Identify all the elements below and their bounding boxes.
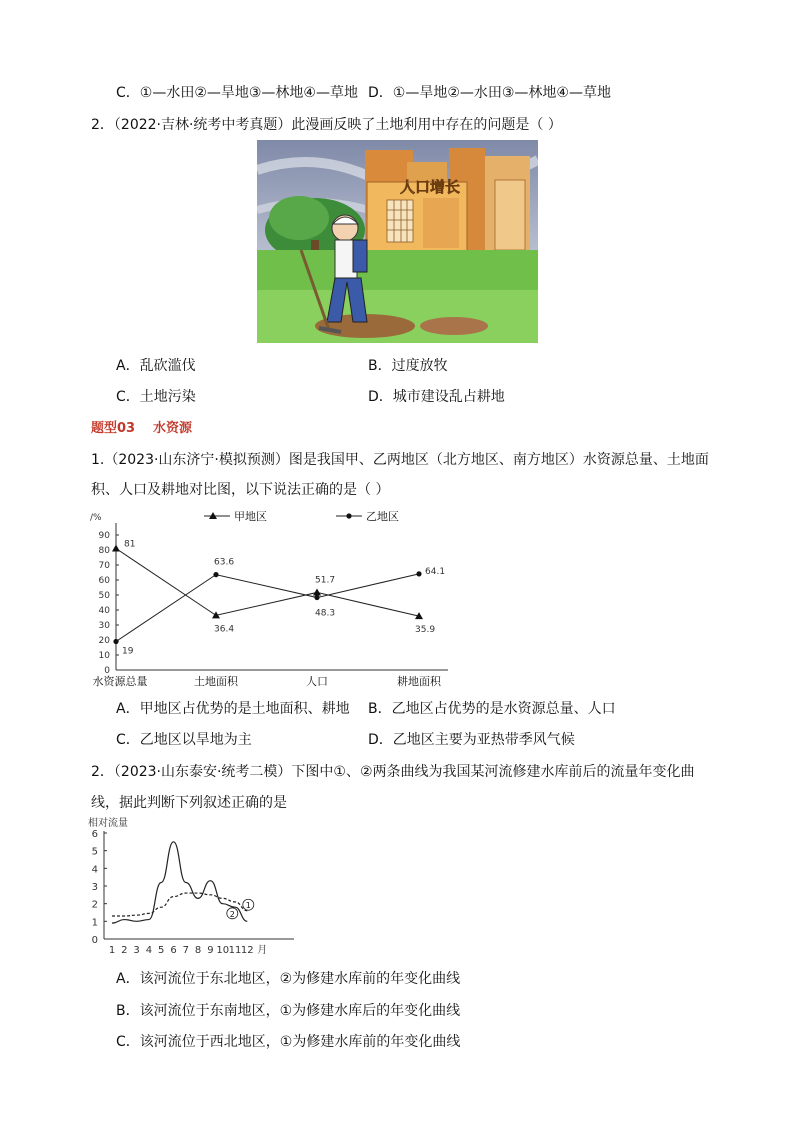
data-label: 81 bbox=[124, 539, 136, 550]
y-tick-label: 1 bbox=[91, 917, 98, 929]
series-line-yi bbox=[116, 574, 419, 642]
question-2-stem: 2．（2022·吉林·统考中考真题）此漫画反映了土地利用中存在的问题是（ ） bbox=[91, 117, 562, 133]
q2-option-d[interactable]: D．城市建设乱占耕地 bbox=[368, 389, 505, 405]
x-tick-label: 人口 bbox=[306, 675, 328, 688]
section-title: 水资源 bbox=[153, 421, 193, 436]
data-point-circle bbox=[416, 571, 421, 576]
chart-2 bbox=[86, 812, 316, 960]
x-tick-label: 土地面积 bbox=[194, 675, 238, 688]
x-tick-label: 10 bbox=[216, 945, 230, 956]
y-tick-label: 6 bbox=[91, 829, 98, 840]
y-tick-label: 10 bbox=[98, 651, 110, 661]
x-tick-label: 水资源总量 bbox=[92, 675, 148, 688]
x-unit-label: 月 bbox=[257, 945, 268, 956]
y-tick-label: 40 bbox=[98, 606, 110, 616]
chart-2-svg bbox=[86, 812, 316, 960]
s3q1-option-c[interactable]: C．乙地区以旱地为主 bbox=[116, 732, 252, 748]
data-point-circle bbox=[113, 639, 118, 644]
option-d-prev[interactable]: D．①—旱地②—水田③—林地④—草地 bbox=[368, 85, 611, 101]
section-label: 题型03 bbox=[91, 421, 136, 436]
y-axis-label: /% bbox=[90, 513, 102, 523]
x-tick-label: 6 bbox=[170, 945, 177, 956]
s3q2-stem-line1: 2．（2023·山东泰安·统考二模）下图中①、②两条曲线为我国某河流修建水库前后的流量年变化曲 bbox=[91, 764, 695, 780]
y-tick-label: 20 bbox=[98, 636, 110, 646]
x-tick-label: 2 bbox=[121, 945, 128, 956]
s3q2-option-b[interactable]: B．该河流位于东南地区，①为修建水库后的年变化曲线 bbox=[116, 1003, 461, 1019]
s3q1-option-d[interactable]: D．乙地区主要为亚热带季风气候 bbox=[368, 732, 575, 748]
cartoon-image bbox=[257, 140, 538, 343]
cartoon-illustration bbox=[257, 140, 538, 343]
x-tick-label: 4 bbox=[145, 945, 153, 956]
x-tick-label: 12 bbox=[240, 945, 254, 956]
data-point-circle bbox=[314, 595, 319, 600]
q2-option-a[interactable]: A．乱砍滥伐 bbox=[116, 358, 196, 374]
data-label: 63.6 bbox=[214, 557, 235, 568]
y-tick-label: 70 bbox=[98, 561, 110, 571]
option-c-prev[interactable]: C．①—水田②—旱地③—林地④—草地 bbox=[116, 85, 358, 101]
data-point-circle bbox=[213, 572, 218, 577]
x-tick-label: 1 bbox=[108, 945, 116, 956]
x-tick-label: 耕地面积 bbox=[397, 675, 441, 688]
data-point-triangle bbox=[313, 588, 321, 595]
y-tick-label: 0 bbox=[104, 666, 110, 676]
y-tick-label: 50 bbox=[98, 591, 110, 601]
q2-option-b[interactable]: B．过度放牧 bbox=[368, 358, 448, 374]
data-label: 19 bbox=[122, 646, 134, 657]
y-tick-label: 2 bbox=[91, 899, 98, 911]
y-tick-label: 30 bbox=[98, 621, 110, 631]
x-tick-label: 3 bbox=[133, 945, 140, 956]
x-tick-label: 8 bbox=[194, 945, 202, 956]
y-tick-label: 0 bbox=[91, 935, 98, 946]
s3q1-stem-line2: 积、人口及耕地对比图，以下说法正确的是（ ） bbox=[91, 482, 390, 498]
legend-label: 乙地区 bbox=[366, 510, 399, 523]
y-tick-label: 60 bbox=[98, 576, 110, 586]
x-tick-label: 11 bbox=[228, 945, 242, 956]
s3q2-option-c[interactable]: C．该河流位于西北地区，①为修建水库前的年变化曲线 bbox=[116, 1034, 461, 1050]
y-tick-label: 80 bbox=[98, 546, 110, 556]
data-label: 35.9 bbox=[415, 625, 436, 636]
s3q2-stem-line2: 线，据此判断下列叙述正确的是 bbox=[91, 795, 287, 811]
series-label: 2 bbox=[229, 909, 235, 919]
y-tick-label: 3 bbox=[91, 882, 98, 893]
q2-option-c[interactable]: C．土地污染 bbox=[116, 389, 196, 405]
s3q1-option-b[interactable]: B．乙地区占优势的是水资源总量、人口 bbox=[368, 701, 616, 717]
data-label: 64.1 bbox=[425, 566, 446, 577]
data-label: 48.3 bbox=[315, 608, 336, 619]
y-tick-label: 90 bbox=[98, 531, 110, 541]
chart-1 bbox=[86, 502, 456, 692]
s3q1-stem-line1: 1.（2023·山东济宁·模拟预测）图是我国甲、乙两地区（北方地区、南方地区）水资源总量、土地面 bbox=[91, 452, 709, 468]
y-tick-label: 5 bbox=[91, 846, 98, 858]
y-axis-label: 相对流量 bbox=[88, 818, 128, 829]
chart-1-svg bbox=[86, 502, 456, 692]
series-label: 1 bbox=[245, 901, 251, 911]
data-label: 36.4 bbox=[214, 624, 235, 635]
legend-label: 甲地区 bbox=[234, 510, 267, 523]
legend-marker-circle bbox=[346, 513, 351, 518]
x-tick-label: 5 bbox=[158, 945, 165, 956]
data-label: 51.7 bbox=[315, 575, 336, 586]
x-tick-label: 7 bbox=[182, 945, 189, 956]
y-tick-label: 4 bbox=[91, 864, 98, 876]
s3q1-option-a[interactable]: A．甲地区占优势的是土地面积、耕地 bbox=[116, 701, 350, 717]
series-line-jia bbox=[116, 549, 419, 617]
s3q2-option-a[interactable]: A．该河流位于东北地区，②为修建水库前的年变化曲线 bbox=[116, 971, 461, 987]
data-point-triangle bbox=[112, 545, 120, 552]
cartoon-label: 人口增长 bbox=[400, 178, 461, 196]
x-tick-label: 9 bbox=[207, 945, 214, 956]
